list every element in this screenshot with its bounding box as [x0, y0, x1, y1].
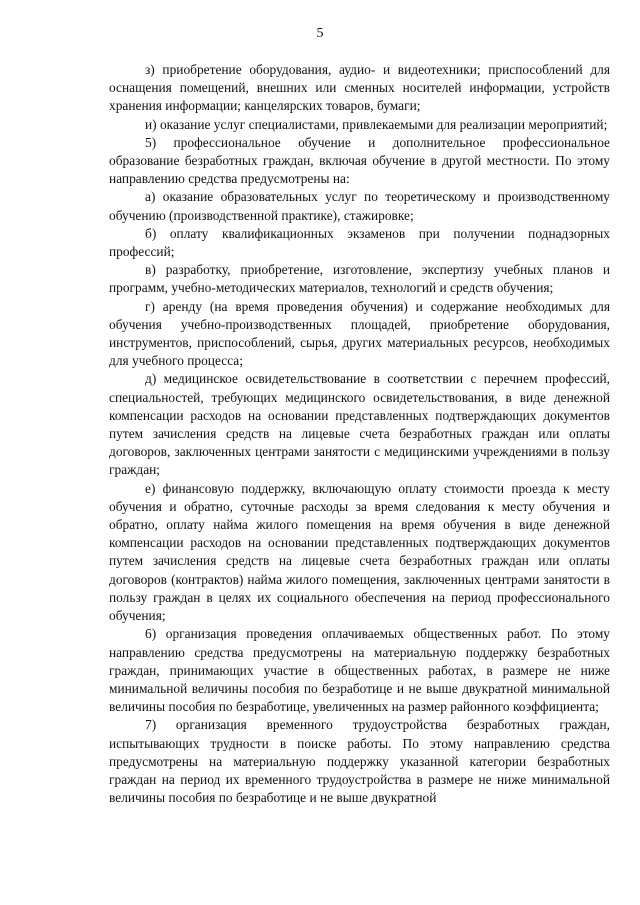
paragraph-section-5: 5) профессиональное обучение и дополнительное профессиональное образование безработных граждан, включая обучение в другой местности. По этому направлению средства предусмотрены на: [109, 134, 610, 187]
paragraph-item-e: е) финансовую поддержку, включающую оплату стоимости проезда к месту обучения и обратно, суточные расходы за время следования к месту обучения и обратно, оплату найма жилого помещения на время обучения в виде денежной компенсации расходов на основании представленных подтверждающих документов путем зачисления средств на лицевые счета безработных граждан или оплаты договоров (контрактов) найма жилого помещения, заключенных центрами занятости в пользу граждан в целях их социального обеспечения на период профессионального обучения; [109, 480, 610, 624]
paragraph-section-6: 6) организация проведения оплачиваемых общественных работ. По этому направлению средства предусмотрены на материальную поддержку безработных граждан, принимающих участие в общественных работах, в размере не ниже минимальной величины пособия по безработице и не выше двукратной минимальной величины пособия по безработице, увеличенных на размер районного коэффициента; [109, 626, 610, 715]
paragraph-item-g: г) аренду (на время проведения обучения) и содержание необходимых для обучения учебно-производственных площадей, приобретение оборудования, инструментов, приспособлений, сырья, других материальных ресурсов, необходимых для учебного процесса; [109, 298, 610, 369]
document-body [109, 61, 610, 807]
paragraph-item-v: в) разработку, приобретение, изготовление, экспертизу учебных планов и программ, учебно-методических материалов, технологий и средств обучения; [109, 262, 610, 296]
paragraph-item-d: д) медицинское освидетельствование в соответствии с перечнем профессий, специальностей, требующих медицинского освидетельствования, в виде денежной компенсации расходов на основании представленных подтверждающих документов путем зачисления средств на лицевые счета безработных граждан или оплаты договоров, заключенных центрами занятости с медицинскими учреждениями в пользу граждан; [109, 371, 610, 478]
paragraph-item-i: и) оказание услуг специалистами, привлекаемыми для реализации мероприятий; [145, 116, 608, 132]
paragraph-item-b: б) оплату квалификационных экзаменов при получении поднадзорных профессий; [109, 225, 610, 260]
paragraph-section-7: 7) организация временного трудоустройства безработных граждан, испытывающих трудности в поиске работы. По этому направлению средства предусмотрены на материальную поддержку указанной категории безработных граждан на период их временного трудоустройства в размере не ниже минимальной величины пособия по безработице и не выше двукратной [109, 717, 610, 806]
page-number: 5 [316, 26, 324, 41]
paragraph-item-a: а) оказание образовательных услуг по теоретическому и производственному обучению (производственной практике), стажировке; [109, 189, 610, 223]
paragraph-item-z: з) приобретение оборудования, аудио- и видеотехники; приспособлений для оснащения помещений, внешних или сменных носителей информации, устройств хранения информации; канцелярских товаров, бумаги; [109, 62, 610, 114]
